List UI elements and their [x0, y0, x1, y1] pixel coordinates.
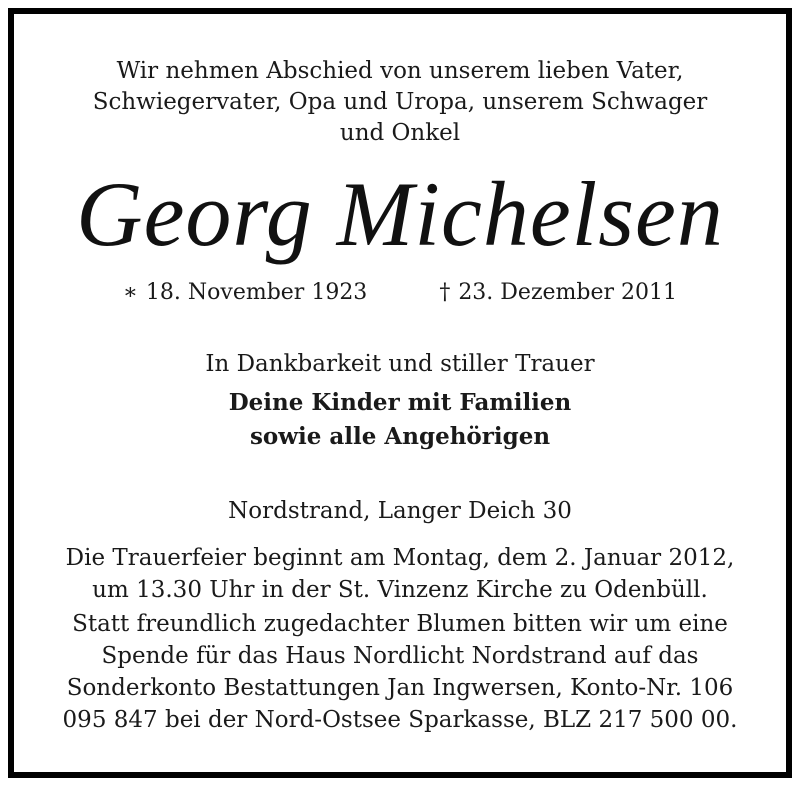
service-line: um 13.30 Uhr in der St. Vinzenz Kirche zu Odenbüll. — [92, 577, 708, 603]
donation-line: Statt freundlich zugedachter Blumen bitten wir um eine — [72, 611, 728, 637]
death-date-group — [439, 278, 677, 308]
death-date: 23. Dezember 2011 — [458, 280, 678, 305]
service-line: Die Trauerfeier beginnt am Montag, dem 2. Januar 2012, — [65, 545, 735, 571]
intro-line: Wir nehmen Abschied von unserem lieben Vater, — [116, 58, 684, 84]
donation-line: Sonderkonto Bestattungen Jan Ingwersen, Konto-Nr. 106 — [66, 675, 734, 701]
intro-line: Schwiegervater, Opa und Uropa, unserem Schwager — [92, 89, 708, 115]
birth-star-icon: ∗ — [122, 280, 138, 305]
mourners-line: sowie alle Angehörigen — [249, 423, 551, 450]
intro-line: und Onkel — [339, 120, 461, 146]
donation-line: Spende für das Haus Nordlicht Nordstrand auf das — [101, 643, 699, 669]
mourners — [14, 386, 786, 454]
birth-date-group — [123, 278, 367, 308]
deceased-name: Georg Michelsen — [76, 163, 724, 265]
obituary-notice — [8, 8, 792, 778]
death-cross-icon: † — [439, 280, 451, 305]
mourners-line: Deine Kinder mit Familien — [228, 389, 572, 416]
life-dates — [14, 278, 786, 308]
address: Nordstrand, Langer Deich 30 — [228, 498, 572, 524]
donation-line: 095 847 bei der Nord-Ostsee Sparkasse, BLZ 217 500 00. — [62, 707, 738, 733]
birth-date: 18. November 1923 — [145, 280, 368, 305]
intro-text — [14, 56, 786, 149]
donation-info — [14, 608, 786, 736]
funeral-service-info — [14, 542, 786, 606]
gratitude-line: In Dankbarkeit und stiller Trauer — [205, 351, 595, 377]
